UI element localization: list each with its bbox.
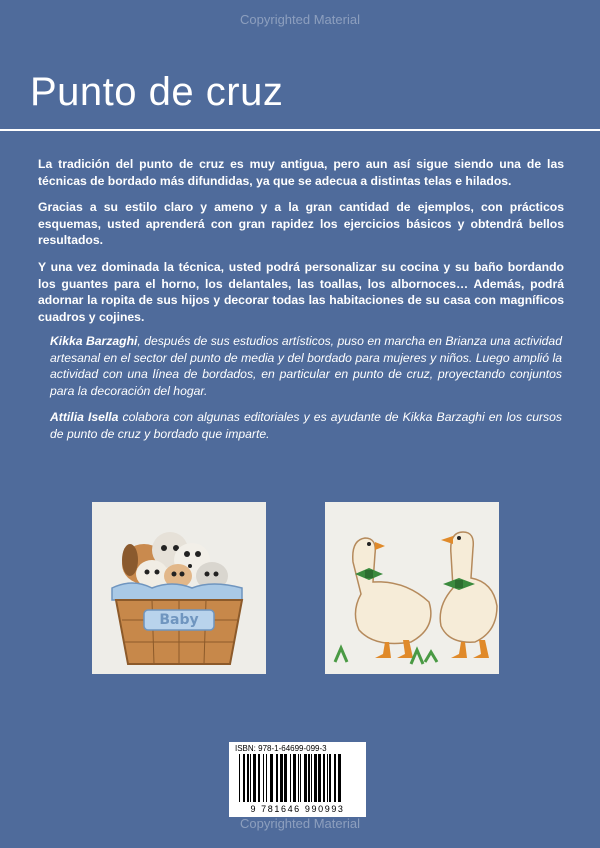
barcode-bar — [298, 754, 299, 802]
barcode-bar — [247, 754, 249, 802]
barcode-bar — [250, 754, 251, 802]
barcode-bar — [314, 754, 317, 802]
barcode-bar — [304, 754, 307, 802]
barcode-bar — [334, 754, 336, 802]
author-bio-text: , después de sus estudios artísticos, puso en marcha en Brianza una actividad artesanal en el sector del punto de media y del bordado para mujeres y niños. Luego amplió la actividad con una línea de bordados, en particular en punto de cruz, proyectando conjuntos para la decoración del hogar. — [50, 334, 562, 398]
watermark-top: Copyrighted Material — [240, 12, 360, 27]
barcode-bar — [270, 754, 273, 802]
barcode-bar — [318, 754, 321, 802]
barcode-bar — [276, 754, 278, 802]
barcode-bar — [290, 754, 291, 802]
barcode-bar — [308, 754, 310, 802]
barcode-bar — [300, 754, 301, 802]
author-bios — [50, 333, 562, 453]
barcode-bar — [323, 754, 325, 802]
barcode-bar — [293, 754, 296, 802]
description-paragraph: Gracias a su estilo claro y ameno y a la gran cantidad de ejemplos, con prácticos esquemas, usted aprenderá con gran rapidez los ejercicios básicos y obtendrá bellos resultados. — [38, 200, 564, 248]
barcode-digits: 9 781646 990993 — [250, 804, 345, 814]
basket-label: Baby — [159, 612, 199, 628]
barcode-bar — [253, 754, 256, 802]
barcode-bar — [243, 754, 245, 802]
barcode-bar — [266, 754, 267, 802]
barcode-bar — [327, 754, 328, 802]
isbn-text: ISBN: 978-1-64699-099-3 — [235, 744, 327, 753]
barcode — [229, 742, 366, 817]
barcode-bar — [263, 754, 264, 802]
title-rule — [0, 129, 600, 131]
embroidery-photo-puppies — [92, 502, 266, 674]
description-paragraph: Y una vez dominada la técnica, usted podrá personalizar su cocina y su baño bordando los guantes para el horno, los delantales, las toallas, los albornoces… Además, podrá adornar la ropita de sus hijos y decorar todas las habitaciones de su casa con magníficos cuadros y cojines. — [38, 259, 564, 324]
barcode-bar — [338, 754, 341, 802]
description-paragraph: La tradición del punto de cruz es muy antigua, pero aun así sigue siendo una de las técnicas de bordado más difundidas, ya que se adecua a distintas telas e hilados. — [38, 157, 564, 188]
embroidery-photo-geese — [325, 502, 499, 674]
author-name: Attilia Isella — [50, 410, 119, 425]
author-bio — [50, 409, 562, 442]
barcode-bar — [258, 754, 260, 802]
barcode-bar — [284, 754, 287, 802]
description — [38, 156, 564, 335]
barcode-bar — [311, 754, 312, 802]
author-bio-text: colabora con algunas editoriales y es ayudante de Kikka Barzaghi en los cursos de punto de cruz y bordado que imparte. — [50, 410, 562, 441]
barcode-bar — [329, 754, 331, 802]
author-name: Kikka Barzaghi — [50, 334, 138, 348]
barcode-bar — [280, 754, 283, 802]
watermark-bottom: Copyrighted Material — [240, 816, 360, 831]
barcode-bar — [239, 754, 240, 802]
book-title: Punto de cruz — [30, 70, 284, 114]
author-bio — [50, 333, 562, 399]
